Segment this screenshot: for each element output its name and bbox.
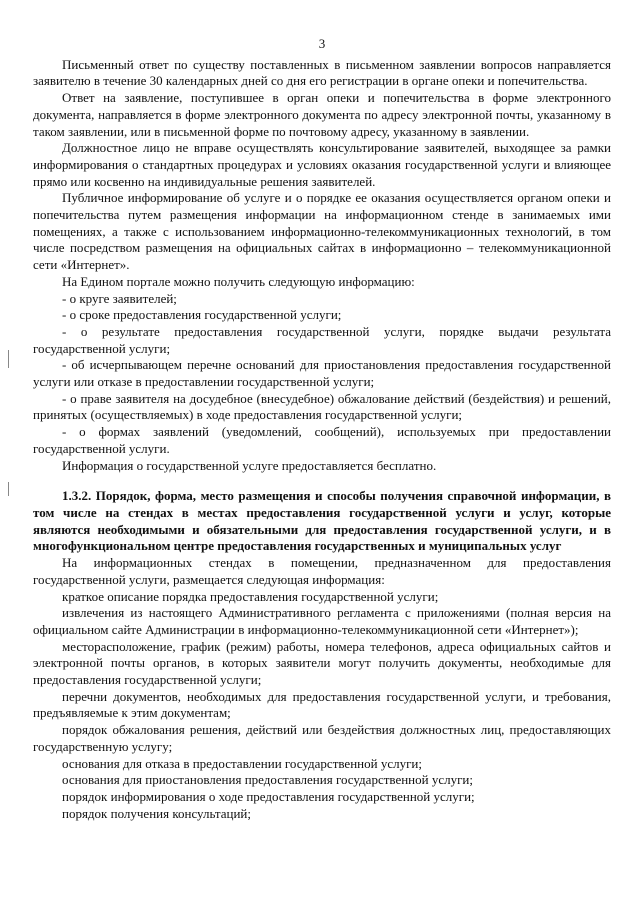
list-item: - о сроке предоставления государственной услуги; xyxy=(62,307,342,323)
paragraph: На Едином портале можно получить следующую информацию: xyxy=(62,273,415,289)
margin-mark xyxy=(8,482,9,496)
list-item: извлечения из настоящего Административного регламента с приложениями (полная версия на официальном сайте Администрации в информационно-телекоммуникационной сети «Интернет»); xyxy=(33,605,611,637)
list-item: - о круге заявителей; xyxy=(62,290,177,306)
paragraph: Ответ на заявление, поступившее в орган опеки и попечительства в форме электронного документа, направляется в форме электронного документа по адресу электронной почты, указанному в таком заявлении, или в письменной форме по почтовому адресу, указанному в заявлении. xyxy=(33,90,611,139)
paragraph: Информация о государственной услуге предоставляется бесплатно. xyxy=(62,457,437,473)
list-item: порядок получения консультаций; xyxy=(62,805,251,821)
section-paragraphs xyxy=(33,555,611,822)
paragraph: На информационных стендах в помещении, предназначенном для предоставления государственной услуги, размещается следующая информация: xyxy=(33,555,611,587)
list-item: основания для отказа в предоставлении государственной услуги; xyxy=(62,755,422,771)
list-item: - о формах заявлений (уведомлений, сообщений), используемых при предоставлении государственной услуги. xyxy=(33,424,611,456)
list-item: краткое описание порядка предоставления государственной услуги; xyxy=(62,588,439,604)
document-page xyxy=(33,36,611,822)
list-item: порядок информирования о ходе предоставления государственной услуги; xyxy=(62,788,475,804)
page-number: 3 xyxy=(318,36,326,51)
margin-mark xyxy=(8,350,9,368)
section-title: 1.3.2. Порядок, форма, место размещения и способы получения справочной информации, в том числе на стендах в местах предоставления государственной услуги и услуг, которые являются необходимыми и обязательными для предоставления государственной услуги, и в многофункциональном центре предоставления государственных и муниципальных услуг xyxy=(33,488,611,554)
list-item: перечни документов, необходимых для предоставления государственной услуги, и требования, предъявляемые к этим документам; xyxy=(33,688,611,721)
list-item: - о результате предоставления государственной услуги, порядке выдачи результата государственной услуги; xyxy=(33,323,611,356)
list-item: основания для приостановления предоставления государственной услуги; xyxy=(62,772,474,788)
paragraph: Письменный ответ по существу поставленных в письменном заявлении вопросов направляется заявителю в течение 30 календарных дней со дня его регистрации в органе опеки и попечительства. xyxy=(33,56,611,89)
list-item: порядок обжалования решения, действий или бездействия должностных лиц, предоставляющих государственную услугу; xyxy=(33,722,611,754)
paragraph: Публичное информирование об услуге и о порядке ее оказания осуществляется органом опеки и попечительства путем размещения информации на информационном стенде в занимаемых ими помещениях, а также с использованием информационно-телекоммуникационных технологий, в том числе посредством размещения на официальных сайтах в информационно – телекоммуникационной сети «Интернет». xyxy=(33,190,611,273)
list-item: - о праве заявителя на досудебное (внесудебное) обжалование действий (бездействия) и решений, принятых (осуществляемых) в ходе предоставления государственной услуги; xyxy=(33,390,611,423)
list-item: - об исчерпывающем перечне оснований для приостановления предоставления государственной услуги или отказе в предоставлении государственной услуги; xyxy=(33,357,611,390)
list-item: месторасположение, график (режим) работы, номера телефонов, адреса официальных сайтов и электронной почты органов, в которых заявители могут получить документы, необходимые для предоставления государственной услуги; xyxy=(33,638,611,688)
paragraph: Должностное лицо не вправе осуществлять консультирование заявителей, выходящее за рамки информирования о стандартных процедурах и условиях оказания государственной услуги и влияющее прямо или косвенно на индивидуальные решения заявителей. xyxy=(33,140,611,189)
intro-paragraphs xyxy=(33,57,611,475)
